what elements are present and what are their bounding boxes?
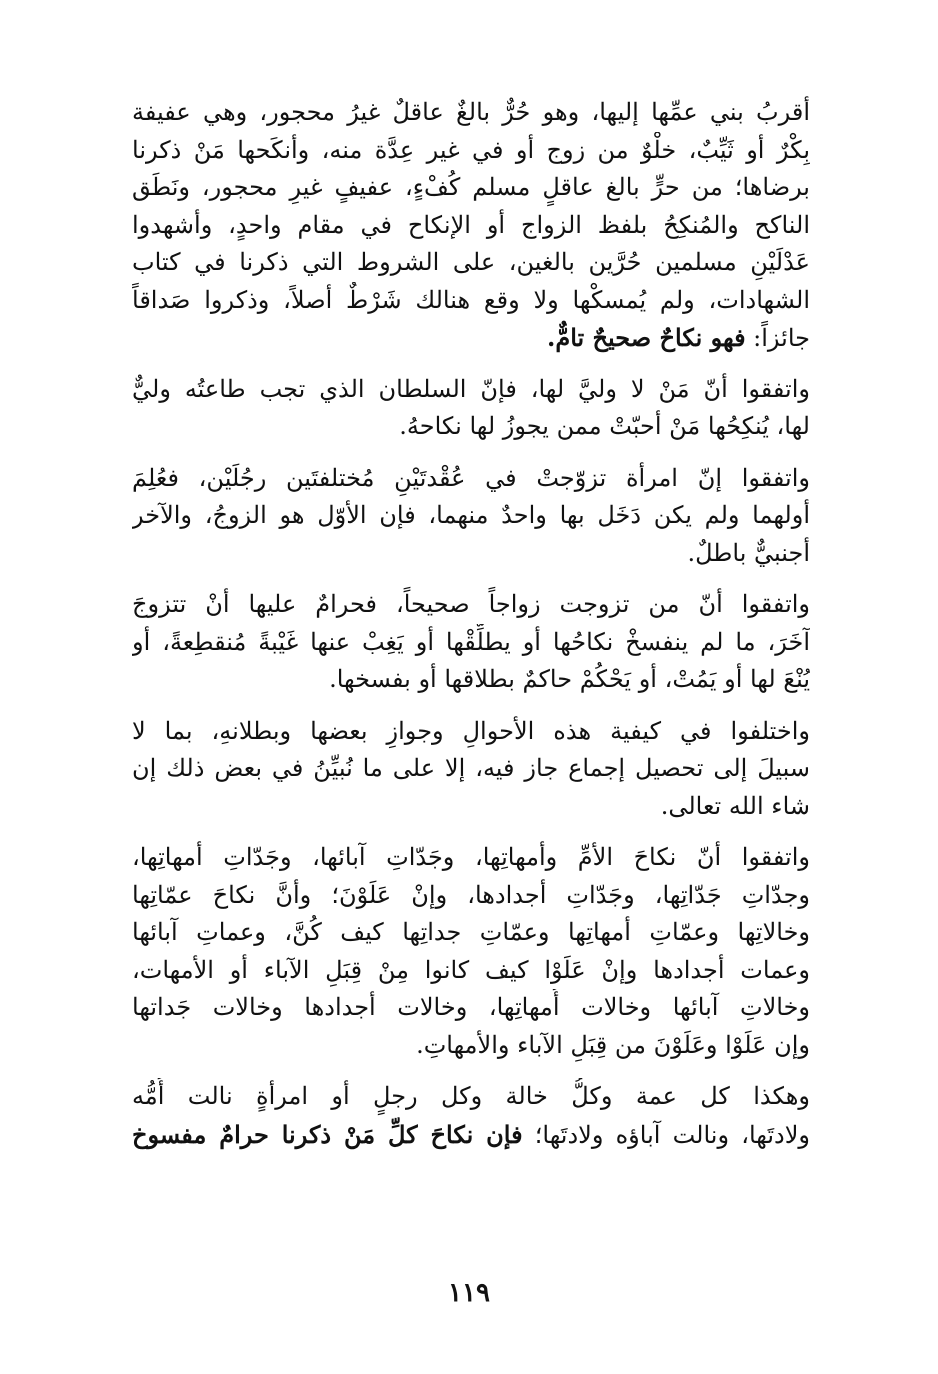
bold-ruling: فهو نكاحٌ صحيحٌ تامٌّ. — [546, 323, 746, 352]
paragraph-3 — [132, 460, 810, 573]
text-line: واتفقوا إنّ امرأة تزوّجتْ في عُقْدتَيْنِ مُختلفتَين رجُلَيْن، فعُلِمَ — [132, 463, 810, 492]
text-line: واتفقوا أنّ مَنْ لا وليَّ لها، فإنّ السلطان الذي تجب طاعتُه وليٌّ — [132, 374, 810, 403]
paragraph-7 — [132, 1078, 810, 1153]
text-line: واتفقوا أنّ من تزوجت زواجاً صحيحاً، فحرامٌ عليها أنْ تتزوجَ — [132, 590, 810, 618]
text-line: وخالاتِها وعمّاتِ أمهاتِها وعمّاتِ جداتِها كيف كُنَّ، وعماتِ آبائها — [132, 918, 810, 946]
text-line: سبيلَ إلى تحصيل إجماع جاز فيه، إلا على ما نُبيِّنُ في بعض ذلك إن — [132, 754, 810, 782]
text-line — [132, 319, 810, 357]
text-line: آخَرَ، ما لم ينفسخْ نكاحُها أو يطلِّقْها أو يَغِبْ عنها غَيْبةً مُنقطِعةً، أو — [132, 627, 810, 656]
text-line: أقربُ بني عمِّها إليها، وهو حُرٌّ بالغٌ عاقلٌ غيرُ محجور، وهي عفيفة — [132, 98, 810, 126]
paragraph-1 — [132, 94, 810, 357]
text-line: الشهادات، ولم يُمسكْها ولا وقع هنالك شَرْطٌ أصلاً، وذكروا صَداقاً — [132, 285, 810, 314]
text-line: لها، يُنكِحُها مَنْ أحبّتْ ممن يجوزُ لها نكاحهُ. — [399, 412, 810, 440]
paragraph-4 — [132, 586, 810, 699]
text-line — [132, 1116, 810, 1154]
paragraph-2 — [132, 371, 810, 446]
text-line: يُنْعَ لها أو يَمُتْ، أو يَحْكُمْ حاكمٌ بطلاقها أو بفسخها. — [329, 665, 810, 693]
text-line: وإن عَلَوْا وعَلَوْنَ من قِبَلِ الآباء والأمهاتِ. — [416, 1030, 810, 1059]
text-line: الناكح والمُنكِحُ بلفظ الزواج أو الإنكاح في مقام واحدٍ، وأشهدوا — [132, 210, 810, 239]
paragraph-6 — [132, 839, 810, 1064]
text-line: أجنبيٌّ باطلٌ. — [687, 538, 810, 567]
text-run: جائزاً: — [745, 324, 810, 352]
text-line: واختلفوا في كيفية هذه الأحوالِ وجوازِ بعضها وبطلانهِ، بما لا — [132, 716, 810, 745]
text-line: وخالاتِ آبائها وخالات أُمهاتِها، وخالات أجدادها وخالات جَداتها — [132, 993, 810, 1021]
text-line: شاء الله تعالى. — [660, 791, 810, 820]
text-run: ولادتَها، ونالت آباؤه ولادتَها؛ — [522, 1120, 810, 1149]
text-line: بِكْرٌ أو ثَيِّبٌ، خلْوٌ من زوج أو في غير عِدَّة منه، وأنكَحها مَنْ ذكرنا — [132, 135, 810, 164]
bold-ruling: فإن نكاحَ كلِّ مَنْ ذكرنا حرامٌ مفسوخ — [132, 1119, 523, 1149]
text-line: برضاها؛ من حرٍّ بالغ عاقلٍ مسلم كُفْءٍ، عفيفٍ غيرِ محجور، ونَطَق — [132, 173, 810, 201]
text-line: عَدْلَيْنِ مسلمين حُرَّين بالغين، على الشروط التي ذكرنا في كتاب — [132, 248, 810, 276]
page-number: ١١٩ — [448, 1278, 490, 1308]
paragraph-5 — [132, 713, 810, 826]
text-line: وعمات أجدادها وإنْ عَلَوْا كيف كانوا مِنْ قِبَلِ الآباء أو الأمهات، — [132, 955, 810, 984]
text-line: وجدّاتِ جَدّاتِها، وجَدّاتِ أجدادها، وإنْ عَلَوْنَ؛ وأنَّ نكاحَ عمّاتِها — [132, 880, 810, 909]
text-line: واتفقوا أنّ نكاحَ الأمِّ وأمهاتِها، وجَدّاتِ آبائها، وجَدّاتِ أمهاتِها، — [132, 843, 810, 871]
text-line: أولهما ولم يكن دَخَل بها واحدٌ منهما، فإن الأوّل هو الزوجُ، والآخر — [132, 501, 810, 529]
text-line: وهكذا كل عمة وكلُّ خالة وكل رجلٍ أو امرأةٍ نالت أُمُّه — [132, 1082, 810, 1110]
